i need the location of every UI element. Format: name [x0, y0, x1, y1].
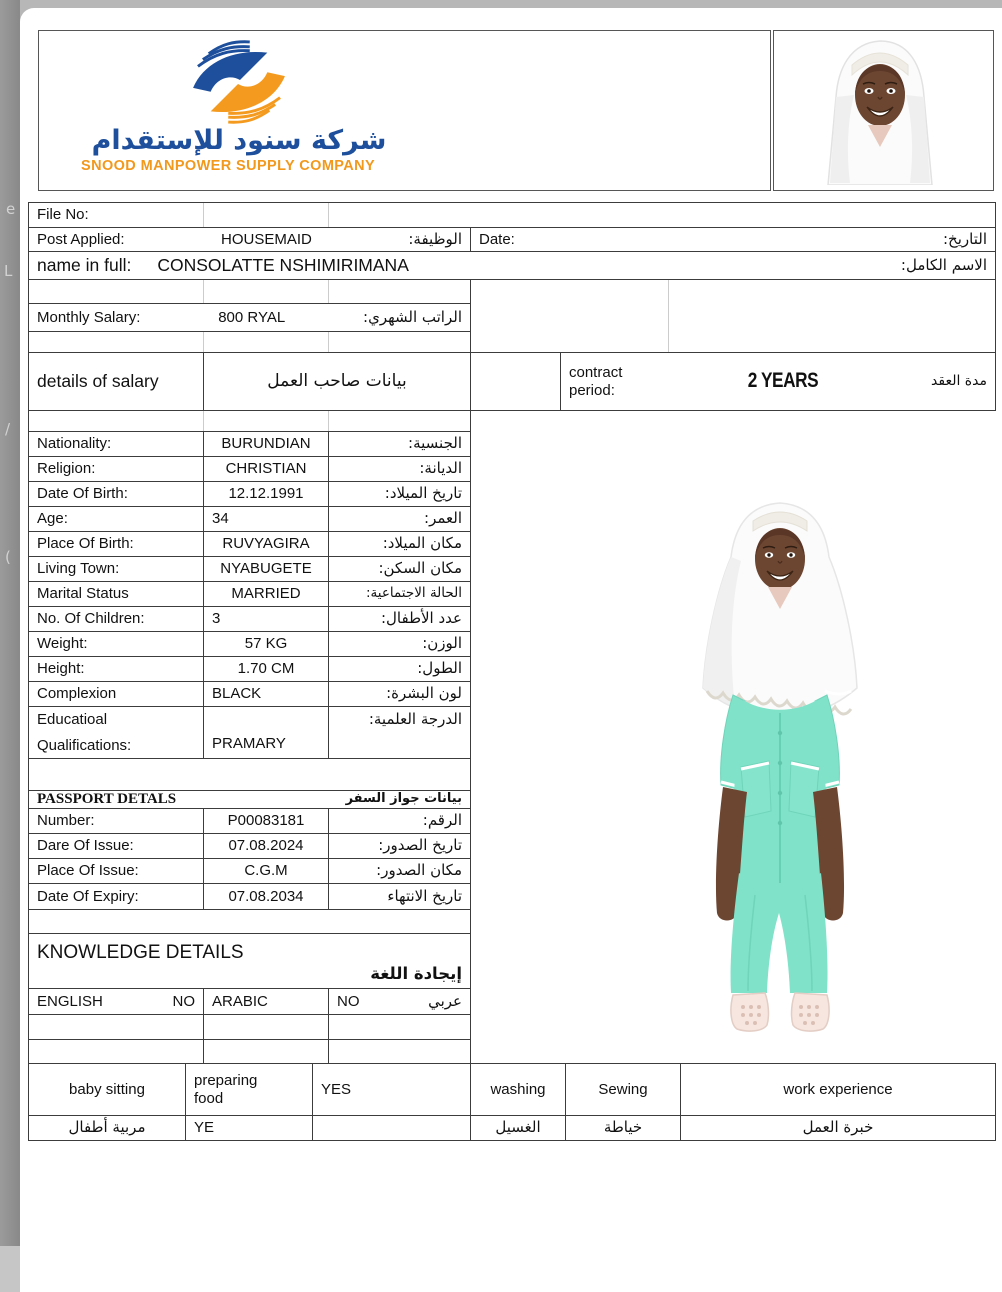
skill-value: خياطة	[603, 1118, 643, 1137]
row-label-ar: الحالة الاجتماعية:	[365, 585, 462, 602]
post-applied-label: Post Applied:	[37, 230, 125, 248]
row-label: Religion:	[37, 460, 96, 478]
company-name-arabic: شركة سنود للإستقدام	[91, 125, 387, 156]
row-label: Educatioal Qualifications:	[37, 711, 132, 754]
skill-header-label: washing	[490, 1080, 546, 1098]
salary-label: Monthly Salary:	[37, 308, 141, 326]
row-label: Date Of Expiry:	[37, 887, 139, 905]
row-label-ar: مكان السكن:	[378, 559, 462, 578]
personal-ar-cell	[328, 706, 471, 759]
personal-ar-cell	[328, 631, 471, 657]
empty-lang-cell	[328, 1014, 471, 1040]
passport-title-row	[28, 790, 471, 809]
row-value: 1.70 CM	[237, 660, 295, 678]
passport-ar-cell	[328, 808, 471, 834]
row-label: Living Town:	[37, 560, 120, 578]
empty-row-4	[28, 758, 471, 791]
employer-empty-box	[470, 279, 996, 353]
row-value: 07.08.2034	[228, 887, 304, 905]
knowledge-title-ar: إيجادة اللغة	[370, 964, 462, 984]
skill-value-preparing-food	[185, 1115, 313, 1141]
arabic-value-cell	[328, 988, 471, 1015]
personal-ar-cell	[328, 581, 471, 607]
passport-label-cell	[28, 883, 204, 910]
english-cell	[28, 988, 204, 1015]
empty-row-5	[28, 909, 471, 934]
skill-value: خبرة العمل	[802, 1118, 874, 1137]
personal-value-cell	[203, 506, 329, 532]
row-label: Marital Status	[37, 585, 129, 603]
row-value: PRAMARY	[212, 734, 286, 752]
row-value: C.G.M	[244, 862, 288, 880]
skill-header-sewing	[565, 1063, 681, 1116]
personal-value-cell	[203, 631, 329, 657]
full-name-label-ar: الاسم الكامل:	[900, 255, 987, 274]
personal-value-cell	[203, 606, 329, 632]
row-label-ar: مكان الصدور:	[376, 861, 462, 880]
details-of-salary-label: details of salary	[37, 371, 159, 392]
details-of-salary-cell	[28, 352, 204, 411]
employer-details-label-ar: بيانات صاحب العمل	[267, 370, 407, 391]
row-label: Complexion	[37, 685, 117, 703]
empty-lang-cell	[28, 1014, 204, 1040]
row-value: 57 KG	[244, 635, 288, 653]
skill-value: مربية أطفال	[68, 1118, 146, 1137]
skill-value-empty	[312, 1115, 471, 1141]
document-page	[20, 8, 1002, 1292]
empty-lang-cell	[28, 1039, 204, 1064]
skill-value-sewing-ar	[565, 1115, 681, 1141]
contract-period-label: contract period:	[569, 364, 623, 399]
skill-header-babysitting	[28, 1063, 186, 1116]
row-label-ar: تاريخ الميلاد:	[384, 484, 462, 503]
personal-label-cell	[28, 681, 204, 707]
row-value: 07.08.2024	[228, 837, 304, 855]
post-applied-cell	[28, 227, 471, 252]
arabic-cell	[203, 988, 329, 1015]
personal-label-cell	[28, 431, 204, 457]
empty-lang-cell	[203, 1039, 329, 1064]
arabic-word-ar: عربي	[428, 991, 462, 1010]
applicant-headshot-photo	[816, 35, 944, 185]
full-name-ar-cell	[470, 251, 996, 280]
personal-ar-cell	[328, 556, 471, 582]
file-no-row	[28, 202, 996, 228]
empty-row-3	[28, 410, 471, 432]
knowledge-title-box	[28, 933, 471, 989]
skill-header-label: work experience	[783, 1080, 893, 1098]
full-name-cell	[28, 251, 471, 280]
personal-label-cell	[28, 456, 204, 482]
contract-period-label-ar: مدة العقد	[931, 373, 987, 390]
skill-header-preparing-food	[185, 1063, 313, 1116]
personal-label-cell	[28, 606, 204, 632]
row-label: Dare Of Issue:	[37, 837, 134, 855]
company-name-english: SNOOD MANPOWER SUPPLY COMPANY	[81, 157, 376, 174]
skill-value-washing-ar	[470, 1115, 566, 1141]
personal-label-cell	[28, 531, 204, 557]
applicant-photo-box	[773, 30, 994, 191]
company-logo-icon	[175, 39, 303, 125]
skill-header-label: baby sitting	[69, 1080, 145, 1098]
english-label: ENGLISH	[37, 992, 103, 1010]
full-name-value: CONSOLATTE NSHIMIRIMANA	[157, 255, 409, 276]
passport-ar-cell	[328, 883, 471, 910]
row-value: NYABUGETE	[220, 560, 312, 578]
row-value: MARRIED	[231, 585, 301, 603]
row-label-ar: تاريخ الصدور:	[378, 836, 462, 855]
row-label-ar: الطول:	[417, 659, 462, 678]
skill-value-babysitting-ar	[28, 1115, 186, 1141]
row-label: Nationality:	[37, 435, 112, 453]
row-label-ar: تاريخ الانتهاء	[387, 886, 462, 905]
post-applied-label-ar: الوظيفة:	[408, 229, 462, 248]
personal-ar-cell	[328, 431, 471, 457]
skill-header-work-experience	[680, 1063, 996, 1116]
row-value: 34	[212, 510, 229, 528]
personal-label-cell	[28, 506, 204, 532]
knowledge-title: KNOWLEDGE DETAILS	[37, 942, 244, 963]
contract-period-value: 2 YEARS	[747, 369, 819, 393]
personal-ar-cell	[328, 481, 471, 507]
personal-ar-cell	[328, 531, 471, 557]
personal-ar-cell	[328, 506, 471, 532]
personal-value-cell	[203, 681, 329, 707]
row-label-ar: الوزن:	[422, 634, 462, 653]
post-applied-value: HOUSEMAID	[221, 230, 312, 248]
row-label: Place Of Issue:	[37, 862, 139, 880]
row-label: Place Of Birth:	[37, 535, 134, 553]
personal-value-cell	[203, 481, 329, 507]
salary-value: 800 RYAL	[218, 308, 286, 326]
row-label: No. Of Children:	[37, 610, 145, 628]
personal-label-cell	[28, 656, 204, 682]
empty-row-1	[28, 279, 471, 304]
company-logo	[69, 39, 409, 174]
personal-ar-cell	[328, 656, 471, 682]
row-label: Age:	[37, 510, 68, 528]
company-header-box	[38, 30, 771, 191]
arabic-label: ARABIC	[212, 992, 268, 1010]
skill-header-washing	[470, 1063, 566, 1116]
row-label: Number:	[37, 812, 95, 830]
personal-label-cell	[28, 631, 204, 657]
skill-header-label: Sewing	[598, 1080, 648, 1098]
passport-value-cell	[203, 808, 329, 834]
file-no-label: File No:	[37, 206, 89, 224]
salary-label-ar: الراتب الشهري:	[363, 307, 462, 326]
personal-value-cell	[203, 456, 329, 482]
salary-cell	[28, 303, 471, 332]
row-value: BURUNDIAN	[221, 435, 311, 453]
personal-value-cell	[203, 706, 329, 759]
row-value: P00083181	[227, 812, 305, 830]
row-value: BLACK	[212, 685, 262, 703]
full-name-label: name in full:	[37, 255, 132, 276]
row-label-ar: عدد الأطفال:	[380, 609, 462, 628]
passport-title-ar: بيانات جواز السفر	[345, 791, 462, 807]
row-label-ar: الدرجة العلمية:	[368, 710, 462, 728]
passport-value-cell	[203, 858, 329, 884]
row-label-ar: الرقم:	[422, 811, 462, 830]
english-value: NO	[172, 992, 195, 1010]
empty-lang-cell	[203, 1014, 329, 1040]
date-label: Date:	[479, 230, 515, 248]
row-value: 12.12.1991	[228, 485, 304, 503]
passport-value-cell	[203, 833, 329, 859]
personal-label-cell	[28, 481, 204, 507]
personal-ar-cell	[328, 456, 471, 482]
row-label-ar: لون البشرة:	[386, 684, 462, 703]
employer-details-ar-cell	[203, 352, 471, 411]
row-label-ar: مكان الميلاد:	[382, 534, 462, 553]
contract-spacer-cell	[470, 352, 561, 411]
personal-label-cell	[28, 556, 204, 582]
window-edge-strip: e L / (	[0, 0, 20, 1292]
row-label: Weight:	[37, 635, 88, 653]
row-label: Height:	[37, 660, 85, 678]
contract-period-cell	[560, 352, 996, 411]
skill-header-label: YES	[321, 1080, 352, 1098]
personal-value-cell	[203, 431, 329, 457]
arabic-value: NO	[337, 992, 360, 1010]
applicant-fullbody-photo	[655, 495, 905, 1035]
row-value: RUVYAGIRA	[222, 535, 310, 553]
passport-ar-cell	[328, 833, 471, 859]
personal-label-cell	[28, 581, 204, 607]
date-cell	[470, 227, 996, 252]
row-value: 3	[212, 610, 221, 628]
passport-label-cell	[28, 833, 204, 859]
date-label-ar: التاريخ:	[943, 229, 987, 248]
skill-header-label: preparing food	[194, 1072, 258, 1107]
passport-value-cell	[203, 883, 329, 910]
passport-label-cell	[28, 808, 204, 834]
empty-lang-cell	[328, 1039, 471, 1064]
skill-value-work-experience-ar	[680, 1115, 996, 1141]
personal-value-cell	[203, 556, 329, 582]
row-label-ar: الديانة:	[419, 459, 462, 478]
personal-value-cell	[203, 656, 329, 682]
personal-value-cell	[203, 531, 329, 557]
skill-value: الغسيل	[495, 1118, 541, 1137]
personal-label-cell	[28, 706, 204, 759]
personal-ar-cell	[328, 681, 471, 707]
passport-title: PASSPORT DETALS	[37, 790, 177, 807]
row-value: CHRISTIAN	[225, 460, 307, 478]
skill-header-yes	[312, 1063, 471, 1116]
row-label-ar: الجنسية:	[408, 434, 462, 453]
empty-row-2	[28, 331, 471, 353]
personal-value-cell	[203, 581, 329, 607]
passport-ar-cell	[328, 858, 471, 884]
row-label: Date Of Birth:	[37, 485, 128, 503]
row-label-ar: العمر:	[424, 509, 462, 528]
skill-value: YE	[194, 1119, 215, 1137]
passport-label-cell	[28, 858, 204, 884]
personal-ar-cell	[328, 606, 471, 632]
